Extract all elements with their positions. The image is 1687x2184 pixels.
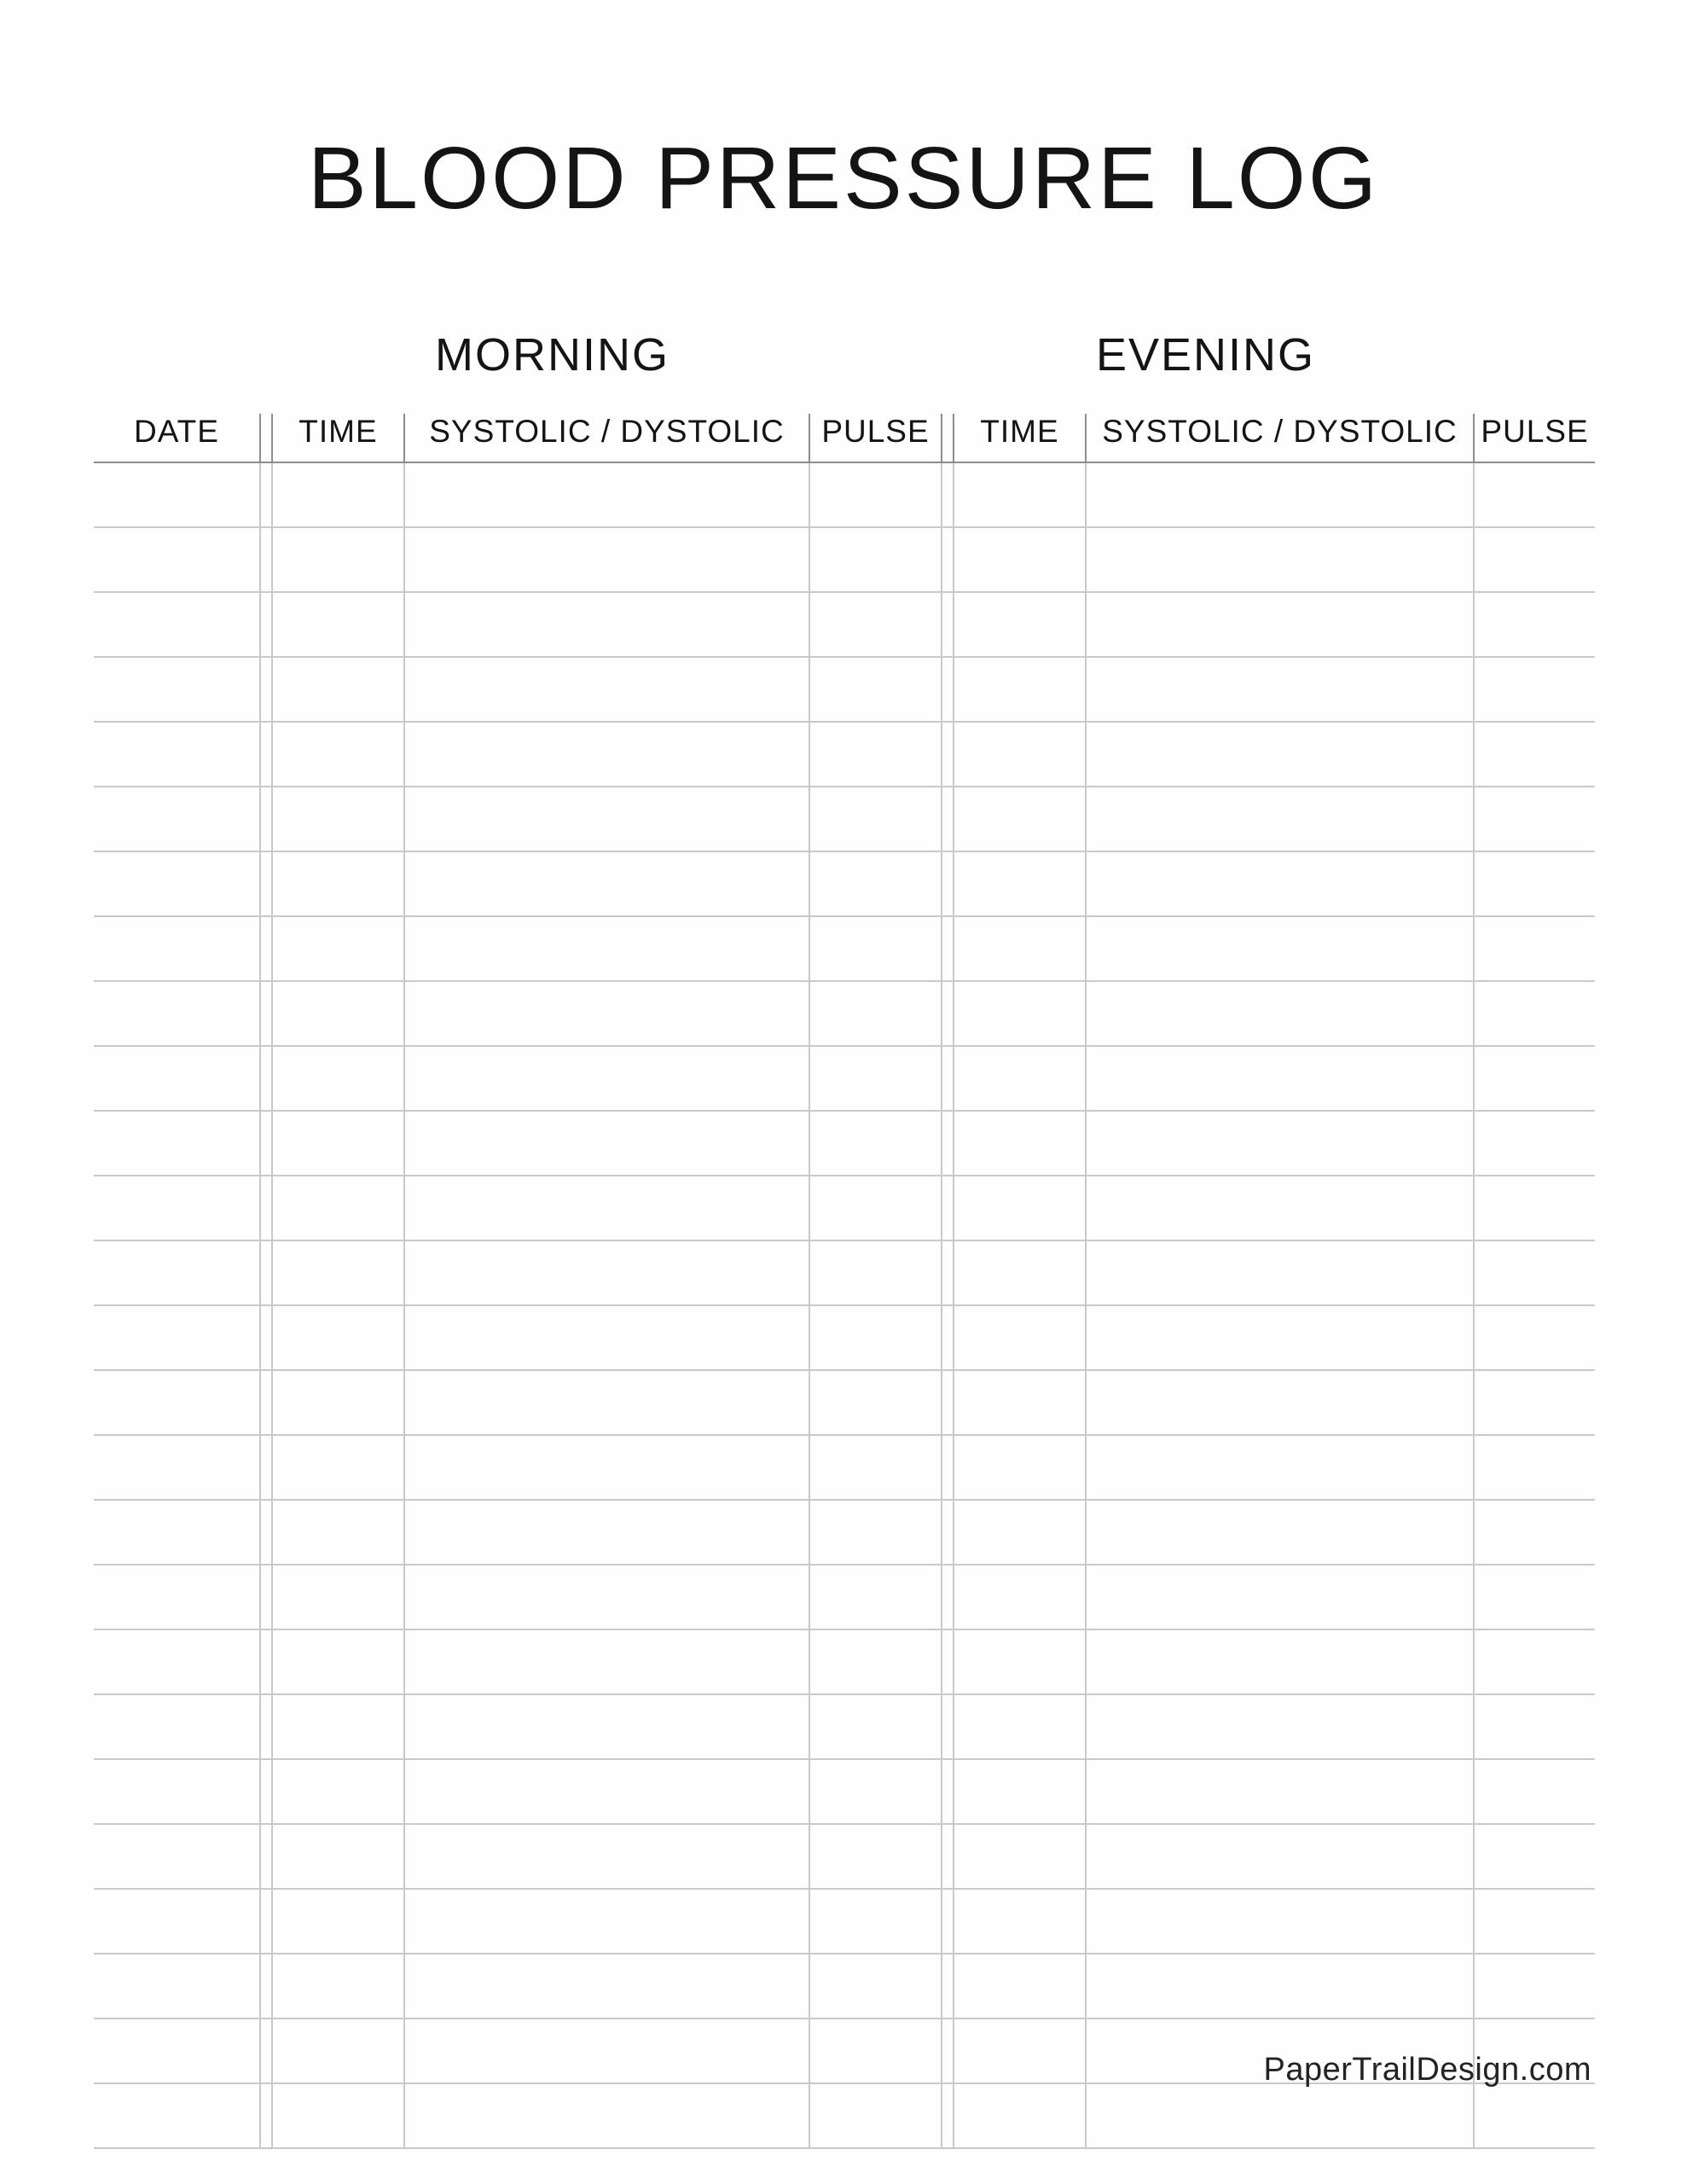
cell-morning-time[interactable] [272,1046,404,1111]
cell-morning-pulse[interactable] [809,1629,942,1694]
cell-date[interactable] [94,916,260,981]
cell-evening-systolic-dystolic[interactable] [1086,1629,1474,1694]
cell-gap-morning [260,1565,272,1629]
cell-morning-pulse[interactable] [809,1759,942,1824]
cell-evening-pulse[interactable] [1474,1629,1595,1694]
cell-morning-systolic-dystolic[interactable] [404,1565,809,1629]
cell-gap-morning [260,1889,272,1954]
cell-morning-systolic-dystolic[interactable] [404,1889,809,1954]
cell-date[interactable] [94,722,260,787]
cell-morning-time[interactable] [272,1500,404,1565]
cell-evening-systolic-dystolic[interactable] [1086,1240,1474,1305]
footer-credit: PaperTrailDesign.com [1263,2052,1591,2088]
cell-morning-pulse[interactable] [809,462,942,527]
cell-morning-pulse[interactable] [809,1954,942,2018]
cell-gap-evening [942,1824,954,1889]
cell-evening-time[interactable] [954,1759,1086,1824]
table-row [94,1111,1595,1176]
cell-evening-pulse[interactable] [1474,1176,1595,1240]
table-row [94,1305,1595,1370]
cell-gap-evening [942,1629,954,1694]
cell-evening-systolic-dystolic[interactable] [1086,787,1474,851]
cell-date[interactable] [94,1111,260,1176]
table-row [94,1435,1595,1500]
cell-evening-pulse[interactable] [1474,1305,1595,1370]
cell-morning-systolic-dystolic[interactable] [404,592,809,657]
cell-evening-time[interactable] [954,2018,1086,2083]
header-gap-morning [260,414,272,462]
cell-gap-evening [942,592,954,657]
cell-gap-morning [260,657,272,722]
cell-gap-morning [260,1824,272,1889]
table-row [94,1629,1595,1694]
cell-morning-time[interactable] [272,1240,404,1305]
cell-morning-pulse[interactable] [809,592,942,657]
cell-date[interactable] [94,1629,260,1694]
cell-evening-systolic-dystolic[interactable] [1086,1435,1474,1500]
cell-evening-pulse[interactable] [1474,787,1595,851]
cell-evening-pulse[interactable] [1474,722,1595,787]
cell-gap-morning [260,1954,272,2018]
cell-date[interactable] [94,2018,260,2083]
cell-morning-time[interactable] [272,1954,404,2018]
cell-morning-pulse[interactable] [809,1500,942,1565]
cell-evening-systolic-dystolic[interactable] [1086,1500,1474,1565]
cell-gap-evening [942,787,954,851]
cell-evening-systolic-dystolic[interactable] [1086,1954,1474,2018]
cell-gap-evening [942,657,954,722]
cell-gap-evening [942,981,954,1046]
cell-evening-pulse[interactable] [1474,462,1595,527]
table-row [94,851,1595,916]
cell-morning-systolic-dystolic[interactable] [404,787,809,851]
cell-date[interactable] [94,851,260,916]
cell-gap-evening [942,1370,954,1435]
cell-gap-evening [942,1240,954,1305]
cell-morning-time[interactable] [272,1824,404,1889]
cell-gap-evening [942,851,954,916]
table-row [94,592,1595,657]
page-title: BLOOD PRESSURE LOG [307,129,1379,227]
cell-morning-systolic-dystolic[interactable] [404,1370,809,1435]
cell-morning-time[interactable] [272,1759,404,1824]
table-body [94,462,1595,2148]
cell-gap-morning [260,527,272,592]
table-row [94,1954,1595,2018]
cell-morning-pulse[interactable] [809,1370,942,1435]
cell-morning-systolic-dystolic[interactable] [404,1629,809,1694]
cell-morning-pulse[interactable] [809,981,942,1046]
cell-date[interactable] [94,1954,260,2018]
cell-date[interactable] [94,1824,260,1889]
cell-morning-pulse[interactable] [809,1889,942,1954]
cell-date[interactable] [94,592,260,657]
column-header-evening-pulse: PULSE [1474,414,1595,462]
cell-evening-systolic-dystolic[interactable] [1086,1046,1474,1111]
cell-morning-pulse[interactable] [809,657,942,722]
cell-evening-systolic-dystolic[interactable] [1086,1565,1474,1629]
cell-morning-systolic-dystolic[interactable] [404,1824,809,1889]
cell-morning-systolic-dystolic[interactable] [404,462,809,527]
cell-evening-time[interactable] [954,2083,1086,2148]
table-row [94,1370,1595,1435]
cell-morning-systolic-dystolic[interactable] [404,1240,809,1305]
cell-gap-evening [942,1305,954,1370]
cell-morning-pulse[interactable] [809,2018,942,2083]
cell-morning-systolic-dystolic[interactable] [404,1694,809,1759]
cell-morning-time[interactable] [272,1176,404,1240]
cell-gap-morning [260,1111,272,1176]
cell-gap-morning [260,1694,272,1759]
cell-evening-time[interactable] [954,1305,1086,1370]
cell-gap-evening [942,1435,954,1500]
cell-date[interactable] [94,1435,260,1500]
cell-morning-pulse[interactable] [809,851,942,916]
cell-date[interactable] [94,1176,260,1240]
cell-morning-pulse[interactable] [809,1240,942,1305]
header-gap-evening [942,414,954,462]
cell-morning-time[interactable] [272,1629,404,1694]
table-row [94,527,1595,592]
cell-evening-pulse[interactable] [1474,1694,1595,1759]
cell-date[interactable] [94,1046,260,1111]
cell-morning-pulse[interactable] [809,1111,942,1176]
cell-evening-time[interactable] [954,787,1086,851]
cell-gap-morning [260,1305,272,1370]
cell-morning-pulse[interactable] [809,1046,942,1111]
cell-morning-time[interactable] [272,1889,404,1954]
cell-morning-pulse[interactable] [809,916,942,981]
cell-evening-time[interactable] [954,1500,1086,1565]
cell-morning-time[interactable] [272,2018,404,2083]
cell-gap-morning [260,1435,272,1500]
cell-morning-systolic-dystolic[interactable] [404,981,809,1046]
cell-gap-evening [942,1694,954,1759]
cell-morning-systolic-dystolic[interactable] [404,1111,809,1176]
cell-date[interactable] [94,462,260,527]
cell-gap-morning [260,1759,272,1824]
table-row [94,1500,1595,1565]
cell-evening-systolic-dystolic[interactable] [1086,462,1474,527]
cell-evening-pulse[interactable] [1474,1759,1595,1824]
cell-evening-time[interactable] [954,657,1086,722]
cell-evening-time[interactable] [954,592,1086,657]
cell-morning-systolic-dystolic[interactable] [404,1046,809,1111]
cell-gap-evening [942,1111,954,1176]
cell-morning-pulse[interactable] [809,2083,942,2148]
cell-gap-evening [942,1565,954,1629]
cell-evening-pulse[interactable] [1474,916,1595,981]
table-row [94,1176,1595,1240]
cell-morning-systolic-dystolic[interactable] [404,1176,809,1240]
column-header-morning-time: TIME [272,414,404,462]
cell-gap-evening [942,2083,954,2148]
cell-gap-morning [260,1370,272,1435]
column-header-date: DATE [94,414,260,462]
cell-date[interactable] [94,657,260,722]
cell-gap-evening [942,1046,954,1111]
cell-gap-morning [260,1629,272,1694]
cell-morning-time[interactable] [272,1111,404,1176]
cell-evening-systolic-dystolic[interactable] [1086,527,1474,592]
cell-gap-evening [942,1176,954,1240]
cell-morning-time[interactable] [272,592,404,657]
cell-evening-systolic-dystolic[interactable] [1086,1305,1474,1370]
cell-morning-systolic-dystolic[interactable] [404,1435,809,1500]
cell-evening-time[interactable] [954,722,1086,787]
cell-evening-systolic-dystolic[interactable] [1086,916,1474,981]
cell-evening-time[interactable] [954,1370,1086,1435]
cell-evening-systolic-dystolic[interactable] [1086,1759,1474,1824]
cell-evening-pulse[interactable] [1474,1954,1595,2018]
cell-morning-systolic-dystolic[interactable] [404,1759,809,1824]
cell-evening-systolic-dystolic[interactable] [1086,592,1474,657]
cell-evening-pulse[interactable] [1474,1046,1595,1111]
column-header-evening-systolic-dystolic: SYSTOLIC / DYSTOLIC [1086,414,1474,462]
cell-morning-systolic-dystolic[interactable] [404,1954,809,2018]
cell-evening-systolic-dystolic[interactable] [1086,1176,1474,1240]
cell-evening-systolic-dystolic[interactable] [1086,981,1474,1046]
table-row [94,981,1595,1046]
cell-date[interactable] [94,1759,260,1824]
cell-date[interactable] [94,1370,260,1435]
cell-gap-morning [260,1046,272,1111]
cell-morning-systolic-dystolic[interactable] [404,2018,809,2083]
cell-evening-time[interactable] [954,1240,1086,1305]
cell-morning-pulse[interactable] [809,1565,942,1629]
table-row [94,657,1595,722]
cell-morning-systolic-dystolic[interactable] [404,1305,809,1370]
cell-evening-pulse[interactable] [1474,1435,1595,1500]
cell-evening-pulse[interactable] [1474,1824,1595,1889]
cell-morning-time[interactable] [272,527,404,592]
cell-gap-morning [260,981,272,1046]
table-row [94,1240,1595,1305]
cell-evening-time[interactable] [954,1565,1086,1629]
cell-evening-systolic-dystolic[interactable] [1086,1889,1474,1954]
table-row [94,787,1595,851]
cell-evening-time[interactable] [954,1176,1086,1240]
cell-morning-systolic-dystolic[interactable] [404,2083,809,2148]
section-label-morning: MORNING [435,329,670,380]
cell-evening-pulse[interactable] [1474,1370,1595,1435]
cell-evening-systolic-dystolic[interactable] [1086,1111,1474,1176]
cell-evening-pulse[interactable] [1474,851,1595,916]
cell-morning-time[interactable] [272,916,404,981]
table-row [94,1889,1595,1954]
cell-gap-morning [260,1176,272,1240]
table-row [94,2083,1595,2148]
cell-morning-time[interactable] [272,722,404,787]
cell-evening-pulse[interactable] [1474,1500,1595,1565]
cell-gap-morning [260,722,272,787]
cell-gap-morning [260,2018,272,2083]
cell-morning-pulse[interactable] [809,1176,942,1240]
cell-morning-time[interactable] [272,1565,404,1629]
cell-morning-time[interactable] [272,1694,404,1759]
cell-morning-time[interactable] [272,2083,404,2148]
cell-morning-time[interactable] [272,462,404,527]
cell-morning-pulse[interactable] [809,1824,942,1889]
cell-evening-pulse[interactable] [1474,657,1595,722]
cell-morning-time[interactable] [272,657,404,722]
cell-evening-time[interactable] [954,1046,1086,1111]
cell-morning-systolic-dystolic[interactable] [404,527,809,592]
cell-gap-morning [260,851,272,916]
table-row [94,1046,1595,1111]
cell-evening-pulse[interactable] [1474,1240,1595,1305]
cell-morning-time[interactable] [272,981,404,1046]
cell-date[interactable] [94,1565,260,1629]
cell-gap-evening [942,462,954,527]
table-row [94,1824,1595,1889]
cell-morning-systolic-dystolic[interactable] [404,916,809,981]
cell-gap-morning [260,1500,272,1565]
cell-morning-systolic-dystolic[interactable] [404,851,809,916]
cell-evening-systolic-dystolic[interactable] [1086,1824,1474,1889]
column-header-evening-time: TIME [954,414,1086,462]
cell-evening-time[interactable] [954,916,1086,981]
cell-morning-time[interactable] [272,851,404,916]
cell-evening-time[interactable] [954,1111,1086,1176]
cell-date[interactable] [94,2083,260,2148]
cell-gap-morning [260,592,272,657]
cell-morning-time[interactable] [272,787,404,851]
cell-morning-time[interactable] [272,1370,404,1435]
cell-evening-pulse[interactable] [1474,2083,1595,2148]
cell-date[interactable] [94,1240,260,1305]
cell-morning-pulse[interactable] [809,527,942,592]
cell-evening-pulse[interactable] [1474,1565,1595,1629]
cell-morning-pulse[interactable] [809,722,942,787]
table-row [94,1759,1595,1824]
cell-evening-systolic-dystolic[interactable] [1086,657,1474,722]
cell-evening-systolic-dystolic[interactable] [1086,1694,1474,1759]
cell-gap-evening [942,1500,954,1565]
cell-date[interactable] [94,1500,260,1565]
cell-evening-time[interactable] [954,981,1086,1046]
cell-gap-morning [260,2083,272,2148]
section-label-evening: EVENING [1096,329,1316,380]
header-row [94,414,1595,462]
cell-morning-pulse[interactable] [809,1435,942,1500]
cell-morning-time[interactable] [272,1305,404,1370]
cell-evening-pulse[interactable] [1474,981,1595,1046]
cell-gap-morning [260,916,272,981]
cell-evening-pulse[interactable] [1474,592,1595,657]
cell-morning-systolic-dystolic[interactable] [404,1500,809,1565]
cell-date[interactable] [94,787,260,851]
cell-evening-pulse[interactable] [1474,1111,1595,1176]
blood-pressure-log-table [94,414,1595,2149]
cell-evening-time[interactable] [954,527,1086,592]
cell-morning-systolic-dystolic[interactable] [404,657,809,722]
cell-gap-evening [942,1759,954,1824]
cell-evening-pulse[interactable] [1474,1889,1595,1954]
cell-gap-morning [260,1240,272,1305]
log-table-wrapper [94,414,1595,2149]
cell-date[interactable] [94,981,260,1046]
cell-morning-systolic-dystolic[interactable] [404,722,809,787]
section-headers [94,328,1595,388]
cell-morning-pulse[interactable] [809,1694,942,1759]
cell-morning-pulse[interactable] [809,787,942,851]
table-row [94,1565,1595,1629]
cell-date[interactable] [94,1305,260,1370]
cell-gap-morning [260,462,272,527]
table-header [94,414,1595,462]
cell-gap-evening [942,1889,954,1954]
cell-evening-systolic-dystolic[interactable] [1086,851,1474,916]
cell-evening-time[interactable] [954,462,1086,527]
table-row [94,722,1595,787]
table-row [94,462,1595,527]
cell-gap-evening [942,916,954,981]
cell-evening-time[interactable] [954,1629,1086,1694]
cell-morning-time[interactable] [272,1435,404,1500]
cell-evening-time[interactable] [954,1954,1086,2018]
cell-evening-pulse[interactable] [1474,527,1595,592]
cell-date[interactable] [94,527,260,592]
cell-evening-systolic-dystolic[interactable] [1086,2083,1474,2148]
cell-gap-evening [942,722,954,787]
cell-gap-evening [942,2018,954,2083]
cell-evening-time[interactable] [954,1889,1086,1954]
cell-date[interactable] [94,1694,260,1759]
cell-evening-time[interactable] [954,1694,1086,1759]
column-header-morning-systolic-dystolic: SYSTOLIC / DYSTOLIC [404,414,809,462]
cell-gap-evening [942,527,954,592]
cell-evening-time[interactable] [954,851,1086,916]
cell-gap-evening [942,1954,954,2018]
cell-evening-time[interactable] [954,1824,1086,1889]
cell-date[interactable] [94,1889,260,1954]
cell-evening-systolic-dystolic[interactable] [1086,722,1474,787]
table-row [94,1694,1595,1759]
table-row [94,916,1595,981]
cell-gap-morning [260,787,272,851]
column-header-morning-pulse: PULSE [809,414,942,462]
cell-evening-time[interactable] [954,1435,1086,1500]
cell-evening-systolic-dystolic[interactable] [1086,1370,1474,1435]
cell-morning-pulse[interactable] [809,1305,942,1370]
